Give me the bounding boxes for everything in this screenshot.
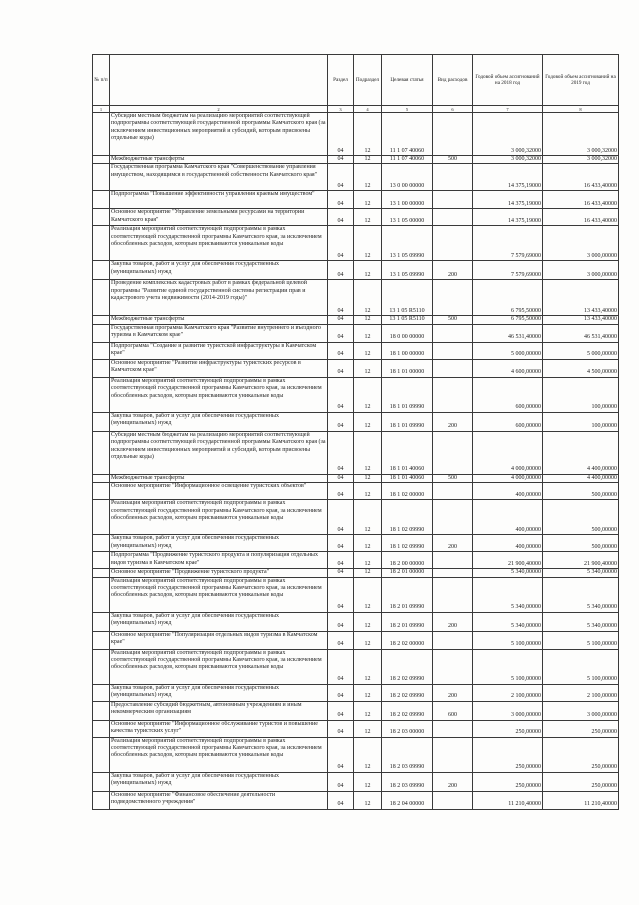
cell-vol-2018: 5 100,00000 (473, 649, 543, 684)
table-row (93, 209, 619, 226)
cell-target: 18 1 01 00000 (382, 359, 433, 377)
cell-name: Закупка товаров, работ и услуг для обеспечения государственных (муниципальных) нужд (110, 684, 328, 701)
cell-podrazdel: 12 (354, 791, 382, 809)
cell-target: 18 2 02 00000 (382, 631, 433, 649)
cell-name: Основное мероприятие "Продвижение туристского продукта" (110, 569, 328, 577)
cell-vol-2019: 3 000,00000 (543, 226, 619, 261)
cell-vol-2018: 400,00000 (473, 535, 543, 552)
cell-num (93, 412, 110, 431)
cell-expense-type: 200 (433, 412, 473, 431)
header-expense-type: Вид расходов (433, 55, 473, 106)
cell-razdel: 04 (328, 612, 354, 631)
cell-num (93, 649, 110, 684)
cell-vol-2019: 16 433,40000 (543, 191, 619, 209)
table-row (93, 226, 619, 261)
cell-vol-2018: 21 900,40000 (473, 552, 543, 569)
cell-target: 18 1 01 40060 (382, 474, 433, 482)
cell-target: 18 2 03 09990 (382, 772, 433, 791)
cell-target: 11 1 07 40060 (382, 156, 433, 164)
cell-name: Подпрограмма "Повышение эффективности управления краевым имуществом" (110, 191, 328, 209)
table-row (93, 156, 619, 164)
table-row (93, 684, 619, 701)
cell-vol-2018: 4 000,00000 (473, 474, 543, 482)
cell-expense-type: 500 (433, 156, 473, 164)
cell-vol-2019: 3 000,00000 (543, 261, 619, 280)
column-number: 7 (473, 106, 543, 113)
cell-podrazdel: 12 (354, 577, 382, 612)
cell-expense-type (433, 631, 473, 649)
cell-podrazdel: 12 (354, 684, 382, 701)
table-row (93, 113, 619, 156)
cell-expense-type: 200 (433, 684, 473, 701)
cell-razdel: 04 (328, 483, 354, 500)
column-number: 4 (354, 106, 382, 113)
cell-vol-2018: 600,00000 (473, 377, 543, 412)
cell-razdel: 04 (328, 631, 354, 649)
cell-vol-2018: 14 375,19000 (473, 191, 543, 209)
cell-expense-type (433, 342, 473, 359)
cell-name: Закупка товаров, работ и услуг для обеспечения государственных (муниципальных) нужд (110, 261, 328, 280)
table-row (93, 701, 619, 720)
cell-expense-type (433, 191, 473, 209)
cell-vol-2019: 100,00000 (543, 412, 619, 431)
cell-expense-type: 200 (433, 535, 473, 552)
cell-podrazdel: 12 (354, 342, 382, 359)
cell-num (93, 737, 110, 772)
cell-num (93, 577, 110, 612)
cell-vol-2019: 13 433,40000 (543, 316, 619, 324)
cell-num (93, 535, 110, 552)
cell-num (93, 156, 110, 164)
cell-vol-2018: 6 795,50000 (473, 280, 543, 316)
cell-razdel: 04 (328, 474, 354, 482)
cell-target: 18 2 03 09990 (382, 737, 433, 772)
cell-num (93, 209, 110, 226)
cell-razdel: 04 (328, 280, 354, 316)
cell-expense-type (433, 483, 473, 500)
cell-name: Реализация мероприятий соответствующей подпрограммы в рамках соответствующей государственной программы Камчатского края, за исключением обособленных расходов, которым присваиваются уникальные коды (110, 737, 328, 772)
cell-vol-2018: 600,00000 (473, 412, 543, 431)
cell-expense-type: 500 (433, 474, 473, 482)
cell-razdel: 04 (328, 209, 354, 226)
cell-num (93, 191, 110, 209)
cell-num (93, 552, 110, 569)
cell-vol-2019: 5 340,00000 (543, 612, 619, 631)
cell-razdel: 04 (328, 577, 354, 612)
cell-vol-2018: 3 000,32000 (473, 113, 543, 156)
cell-razdel: 04 (328, 431, 354, 474)
cell-vol-2019: 11 210,40000 (543, 791, 619, 809)
cell-podrazdel: 12 (354, 552, 382, 569)
cell-vol-2019: 21 900,40000 (543, 552, 619, 569)
cell-vol-2019: 500,00000 (543, 483, 619, 500)
cell-expense-type (433, 500, 473, 535)
cell-expense-type (433, 209, 473, 226)
cell-target: 13 1 05 00000 (382, 209, 433, 226)
cell-num (93, 684, 110, 701)
cell-name: Основное мероприятие "Популяризация отдельных видов туризма в Камчатском крае" (110, 631, 328, 649)
cell-podrazdel: 12 (354, 737, 382, 772)
column-number: 1 (93, 106, 110, 113)
cell-num (93, 324, 110, 342)
cell-podrazdel: 12 (354, 474, 382, 482)
cell-razdel: 04 (328, 226, 354, 261)
header-name (110, 55, 328, 106)
cell-target: 18 2 00 00000 (382, 552, 433, 569)
cell-vol-2019: 3 000,32000 (543, 156, 619, 164)
cell-podrazdel: 12 (354, 324, 382, 342)
cell-podrazdel: 12 (354, 612, 382, 631)
column-number: 2 (110, 106, 328, 113)
cell-name: Основное мероприятие "Развитие инфраструктуры туристских ресурсов в Камчатском крае" (110, 359, 328, 377)
cell-name: Субсидии местным бюджетам на реализацию мероприятий соответствующей подпрограммы соответствующей государственной программы Камчатского края (за исключением инвестиционных мероприятий и субсидий, которым присвоены отдельные коды) (110, 113, 328, 156)
table-header-row (93, 55, 619, 106)
cell-podrazdel: 12 (354, 431, 382, 474)
cell-vol-2018: 5 340,00000 (473, 569, 543, 577)
cell-razdel: 04 (328, 156, 354, 164)
cell-podrazdel: 12 (354, 316, 382, 324)
column-number: 8 (543, 106, 619, 113)
cell-vol-2019: 4 500,00000 (543, 359, 619, 377)
column-number-row (93, 106, 619, 113)
cell-razdel: 04 (328, 377, 354, 412)
cell-name: Реализация мероприятий соответствующей подпрограммы в рамках соответствующей государственной программы Камчатского края, за исключением обособленных расходов, которым присваиваются уникальные коды (110, 377, 328, 412)
table-row (93, 164, 619, 191)
table-row (93, 577, 619, 612)
cell-expense-type (433, 569, 473, 577)
cell-target: 13 1 05 R5110 (382, 316, 433, 324)
cell-podrazdel: 12 (354, 483, 382, 500)
cell-name: Основное мероприятие "Информационное обслуживание туристов и повышение качества туристских услуг" (110, 720, 328, 737)
cell-expense-type (433, 720, 473, 737)
table-row (93, 377, 619, 412)
cell-target: 18 2 01 09990 (382, 612, 433, 631)
cell-target: 18 1 01 40060 (382, 431, 433, 474)
cell-expense-type: 200 (433, 612, 473, 631)
cell-num (93, 631, 110, 649)
cell-name: Реализация мероприятий соответствующей подпрограммы в рамках соответствующей государственной программы Камчатского края, за исключением обособленных расходов, которым присваиваются уникальные коды (110, 500, 328, 535)
cell-podrazdel: 12 (354, 156, 382, 164)
cell-vol-2019: 100,00000 (543, 377, 619, 412)
cell-expense-type (433, 552, 473, 569)
table-row (93, 569, 619, 577)
cell-vol-2018: 3 000,32000 (473, 156, 543, 164)
header-num: № п/п (93, 55, 110, 106)
cell-vol-2018: 2 100,00000 (473, 684, 543, 701)
cell-name: Закупка товаров, работ и услуг для обеспечения государственных (муниципальных) нужд (110, 535, 328, 552)
cell-name: Подпрограмма "Создание и развитие туристской инфраструктуры в Камчатском крае" (110, 342, 328, 359)
table-row (93, 412, 619, 431)
cell-podrazdel: 12 (354, 359, 382, 377)
cell-target: 18 1 00 00000 (382, 342, 433, 359)
cell-target: 11 1 07 40060 (382, 113, 433, 156)
cell-vol-2019: 500,00000 (543, 535, 619, 552)
cell-name: Межбюджетные трансферты (110, 156, 328, 164)
cell-vol-2019: 500,00000 (543, 500, 619, 535)
cell-podrazdel: 12 (354, 377, 382, 412)
cell-podrazdel: 12 (354, 191, 382, 209)
cell-vol-2019: 5 100,00000 (543, 649, 619, 684)
header-vol-2019: Годовой объем ассигнований на 2019 год (543, 55, 619, 106)
cell-podrazdel: 12 (354, 412, 382, 431)
cell-vol-2019: 16 433,40000 (543, 209, 619, 226)
cell-expense-type (433, 577, 473, 612)
cell-num (93, 359, 110, 377)
cell-num (93, 701, 110, 720)
cell-expense-type (433, 226, 473, 261)
cell-vol-2018: 46 531,40000 (473, 324, 543, 342)
cell-podrazdel: 12 (354, 720, 382, 737)
cell-target: 13 1 00 00000 (382, 191, 433, 209)
cell-podrazdel: 12 (354, 280, 382, 316)
cell-vol-2018: 4 600,00000 (473, 359, 543, 377)
cell-razdel: 04 (328, 791, 354, 809)
cell-vol-2018: 14 375,19000 (473, 209, 543, 226)
table-row (93, 535, 619, 552)
cell-expense-type (433, 649, 473, 684)
cell-num (93, 474, 110, 482)
cell-vol-2018: 5 000,00000 (473, 342, 543, 359)
cell-vol-2018: 7 579,69000 (473, 261, 543, 280)
cell-vol-2019: 13 433,40000 (543, 280, 619, 316)
cell-name: Государственная программа Камчатского края "Совершенствование управления имуществом, находящимся в государственной собственности Камчатского края" (110, 164, 328, 191)
cell-vol-2019: 4 400,00000 (543, 431, 619, 474)
cell-podrazdel: 12 (354, 113, 382, 156)
table-row (93, 552, 619, 569)
cell-vol-2019: 2 100,00000 (543, 684, 619, 701)
table-row (93, 359, 619, 377)
cell-podrazdel: 12 (354, 164, 382, 191)
cell-target: 13 1 05 R5110 (382, 280, 433, 316)
cell-name: Межбюджетные трансферты (110, 316, 328, 324)
table-row (93, 631, 619, 649)
table-row (93, 720, 619, 737)
header-target: Целевая статья (382, 55, 433, 106)
cell-vol-2019: 4 400,00000 (543, 474, 619, 482)
cell-vol-2019: 5 100,00000 (543, 631, 619, 649)
cell-target: 18 2 02 09990 (382, 684, 433, 701)
cell-vol-2019: 3 000,32000 (543, 113, 619, 156)
cell-name: Подпрограмма "Продвижение туристского продукта и популяризация отдельных видов туризма в Камчатском крае" (110, 552, 328, 569)
budget-table (92, 54, 619, 810)
cell-num (93, 316, 110, 324)
cell-num (93, 113, 110, 156)
cell-razdel: 04 (328, 720, 354, 737)
cell-expense-type: 200 (433, 261, 473, 280)
cell-expense-type (433, 280, 473, 316)
table-row (93, 500, 619, 535)
cell-name: Субсидии местным бюджетам на реализацию мероприятий соответствующей подпрограммы соответствующей государственной программы Камчатского края (за исключением инвестиционных мероприятий и субсидий, которым присвоены отдельные коды) (110, 431, 328, 474)
column-number: 5 (382, 106, 433, 113)
cell-num (93, 772, 110, 791)
cell-vol-2018: 11 210,40000 (473, 791, 543, 809)
cell-expense-type (433, 113, 473, 156)
cell-razdel: 04 (328, 316, 354, 324)
cell-razdel: 04 (328, 342, 354, 359)
header-vol-2018: Годовой объем ассигнований на 2018 год (473, 55, 543, 106)
cell-podrazdel: 12 (354, 569, 382, 577)
cell-vol-2019: 16 433,40000 (543, 164, 619, 191)
cell-vol-2019: 5 000,00000 (543, 342, 619, 359)
cell-razdel: 04 (328, 737, 354, 772)
cell-razdel: 04 (328, 552, 354, 569)
cell-num (93, 226, 110, 261)
cell-name: Закупка товаров, работ и услуг для обеспечения государственных (муниципальных) нужд (110, 412, 328, 431)
cell-num (93, 612, 110, 631)
cell-name: Основное мероприятие "Управление земельными ресурсами на территории Камчатского края" (110, 209, 328, 226)
cell-num (93, 500, 110, 535)
header-podrazdel: Подраздел (354, 55, 382, 106)
cell-num (93, 720, 110, 737)
cell-vol-2019: 5 340,00000 (543, 577, 619, 612)
cell-name: Межбюджетные трансферты (110, 474, 328, 482)
cell-podrazdel: 12 (354, 649, 382, 684)
cell-razdel: 04 (328, 535, 354, 552)
cell-name: Закупка товаров, работ и услуг для обеспечения государственных (муниципальных) нужд (110, 612, 328, 631)
table-row (93, 737, 619, 772)
cell-razdel: 04 (328, 164, 354, 191)
cell-vol-2018: 5 340,00000 (473, 577, 543, 612)
table-row (93, 474, 619, 482)
cell-name: Предоставление субсидий бюджетным, автономным учреждениям и иным некоммерческим организациям (110, 701, 328, 720)
header-razdel: Раздел (328, 55, 354, 106)
cell-vol-2018: 7 579,69000 (473, 226, 543, 261)
cell-target: 13 1 05 09990 (382, 261, 433, 280)
cell-vol-2019: 46 531,40000 (543, 324, 619, 342)
cell-vol-2018: 250,00000 (473, 772, 543, 791)
cell-podrazdel: 12 (354, 772, 382, 791)
cell-vol-2018: 3 000,00000 (473, 701, 543, 720)
cell-num (93, 483, 110, 500)
cell-target: 18 1 02 00000 (382, 483, 433, 500)
cell-target: 18 2 02 09990 (382, 649, 433, 684)
cell-num (93, 791, 110, 809)
cell-expense-type (433, 737, 473, 772)
cell-razdel: 04 (328, 701, 354, 720)
table-row (93, 261, 619, 280)
table-row (93, 483, 619, 500)
cell-target: 13 0 00 00000 (382, 164, 433, 191)
cell-vol-2019: 250,00000 (543, 720, 619, 737)
cell-num (93, 377, 110, 412)
cell-podrazdel: 12 (354, 209, 382, 226)
cell-name: Реализация мероприятий соответствующей подпрограммы в рамках соответствующей государственной программы Камчатского края, за исключением обособленных расходов, которым присваиваются уникальные коды (110, 226, 328, 261)
cell-expense-type (433, 377, 473, 412)
cell-vol-2018: 400,00000 (473, 500, 543, 535)
cell-razdel: 04 (328, 649, 354, 684)
cell-razdel: 04 (328, 500, 354, 535)
cell-name: Государственная программа Камчатского края "Развитие внутреннего и въездного туризма в Камчатском крае" (110, 324, 328, 342)
cell-num (93, 280, 110, 316)
cell-target: 18 1 01 09990 (382, 412, 433, 431)
cell-num (93, 431, 110, 474)
cell-razdel: 04 (328, 191, 354, 209)
cell-name: Закупка товаров, работ и услуг для обеспечения государственных (муниципальных) нужд (110, 772, 328, 791)
cell-vol-2019: 250,00000 (543, 737, 619, 772)
cell-podrazdel: 12 (354, 535, 382, 552)
cell-podrazdel: 12 (354, 631, 382, 649)
cell-target: 18 2 03 00000 (382, 720, 433, 737)
cell-vol-2018: 250,00000 (473, 720, 543, 737)
cell-vol-2019: 250,00000 (543, 772, 619, 791)
table-row (93, 280, 619, 316)
cell-vol-2019: 5 340,00000 (543, 569, 619, 577)
cell-name: Проведение комплексных кадастровых работ в рамках федеральной целевой программы "Развитие единой государственной системы регистрации прав и кадастрового учета недвижимости (2014-2019 годы)" (110, 280, 328, 316)
cell-podrazdel: 12 (354, 701, 382, 720)
cell-razdel: 04 (328, 684, 354, 701)
table-body (93, 113, 619, 810)
cell-vol-2018: 6 795,50000 (473, 316, 543, 324)
table-row (93, 649, 619, 684)
cell-target: 18 2 01 09990 (382, 577, 433, 612)
cell-podrazdel: 12 (354, 500, 382, 535)
cell-target: 18 2 04 00000 (382, 791, 433, 809)
cell-expense-type: 600 (433, 701, 473, 720)
cell-name: Реализация мероприятий соответствующей подпрограммы в рамках соответствующей государственной программы Камчатского края, за исключением обособленных расходов, которым присваиваются уникальные коды (110, 577, 328, 612)
cell-target: 18 0 00 00000 (382, 324, 433, 342)
column-number: 3 (328, 106, 354, 113)
column-number: 6 (433, 106, 473, 113)
cell-expense-type (433, 324, 473, 342)
cell-target: 18 2 02 09990 (382, 701, 433, 720)
cell-expense-type: 200 (433, 772, 473, 791)
cell-num (93, 342, 110, 359)
cell-vol-2018: 250,00000 (473, 737, 543, 772)
table-row (93, 791, 619, 809)
table-row (93, 191, 619, 209)
cell-name: Основное мероприятие "Финансовое обеспечение деятельности подведомственного учреждения" (110, 791, 328, 809)
cell-podrazdel: 12 (354, 226, 382, 261)
cell-expense-type (433, 791, 473, 809)
table-row (93, 324, 619, 342)
table-row (93, 612, 619, 631)
cell-podrazdel: 12 (354, 261, 382, 280)
cell-num (93, 164, 110, 191)
cell-vol-2018: 5 100,00000 (473, 631, 543, 649)
cell-razdel: 04 (328, 324, 354, 342)
table-row (93, 342, 619, 359)
cell-target: 18 1 01 09990 (382, 377, 433, 412)
cell-expense-type: 500 (433, 316, 473, 324)
cell-expense-type (433, 431, 473, 474)
table-row (93, 772, 619, 791)
cell-target: 18 1 02 09990 (382, 535, 433, 552)
table-row (93, 316, 619, 324)
cell-razdel: 04 (328, 359, 354, 377)
cell-vol-2018: 14 375,19000 (473, 164, 543, 191)
cell-name: Основное мероприятие "Информационное освещение туристских объектов" (110, 483, 328, 500)
cell-vol-2019: 3 000,00000 (543, 701, 619, 720)
table-row (93, 431, 619, 474)
cell-razdel: 04 (328, 569, 354, 577)
cell-vol-2018: 4 000,00000 (473, 431, 543, 474)
cell-razdel: 04 (328, 412, 354, 431)
cell-target: 18 1 02 09990 (382, 500, 433, 535)
cell-name: Реализация мероприятий соответствующей подпрограммы в рамках соответствующей государственной программы Камчатского края, за исключением обособленных расходов, которым присваиваются уникальные коды (110, 649, 328, 684)
cell-expense-type (433, 359, 473, 377)
cell-num (93, 569, 110, 577)
cell-expense-type (433, 164, 473, 191)
cell-target: 13 1 05 09990 (382, 226, 433, 261)
cell-num (93, 261, 110, 280)
cell-vol-2018: 5 340,00000 (473, 612, 543, 631)
cell-vol-2018: 400,00000 (473, 483, 543, 500)
cell-razdel: 04 (328, 261, 354, 280)
cell-razdel: 04 (328, 772, 354, 791)
cell-razdel: 04 (328, 113, 354, 156)
cell-target: 18 2 01 00000 (382, 569, 433, 577)
